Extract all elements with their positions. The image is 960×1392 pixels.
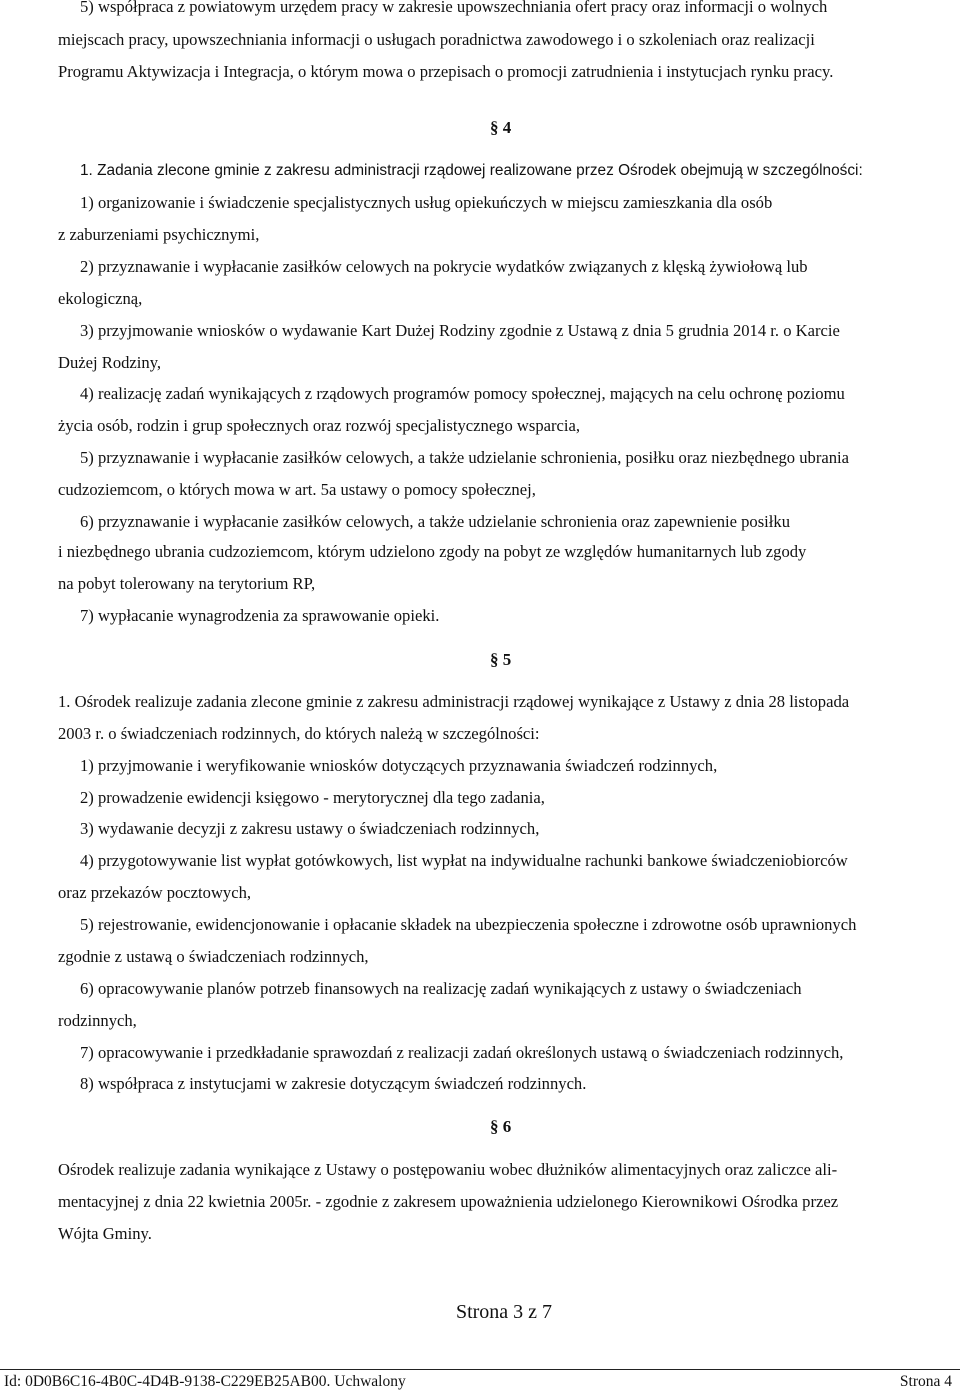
text-line: 5) współpraca z powiatowym urzędem pracy w zakresie upowszechniania ofert pracy oraz informacji o wolnych xyxy=(80,0,828,16)
list-item-continuation: zgodnie z ustawą o świadczeniach rodzinnych, xyxy=(58,947,369,966)
footer-document-id: Id: 0D0B6C16-4B0C-4D4B-9138-C229EB25AB00. Uchwalony xyxy=(4,1373,406,1390)
list-item: 8) współpraca z instytucjami w zakresie dotyczącym świadczeń rodzinnych. xyxy=(80,1074,587,1093)
list-item: 3) przyjmowanie wniosków o wydawanie Kart Dużej Rodziny zgodnie z Ustawą z dnia 5 grudnia 2014 r. o Karcie xyxy=(80,321,840,340)
list-item-continuation: i niezbędnego ubrania cudzoziemcom, którym udzielono zgody na pobyt ze względów humanitarnych lub zgody xyxy=(58,542,807,561)
list-item: 1) przyjmowanie i weryfikowanie wniosków dotyczących przyznawania świadczeń rodzinnych, xyxy=(80,756,718,775)
list-item-continuation: z zaburzeniami psychicznymi, xyxy=(58,225,260,244)
section-intro: 1. Zadania zlecone gminie z zakresu administracji rządowej realizowane przez Ośrodek obejmują w szczególności: xyxy=(80,162,863,179)
footer-page-label: Strona 4 xyxy=(899,1373,952,1390)
list-item-continuation: rodzinnych, xyxy=(58,1011,137,1030)
page-number: Strona 3 z 7 xyxy=(455,1301,553,1323)
text-line: Programu Aktywizacja i Integracja, o którym mowa o przepisach o promocji zatrudnienia i instytucjach rynku pracy. xyxy=(58,62,834,81)
section-heading: § 4 xyxy=(490,118,512,137)
list-item-continuation: cudzoziemcom, o których mowa w art. 5a ustawy o pomocy społecznej, xyxy=(58,480,536,499)
section-intro-continuation: 2003 r. o świadczeniach rodzinnych, do których należą w szczególności: xyxy=(58,724,540,743)
paragraph-line: Ośrodek realizuje zadania wynikające z Ustawy o postępowaniu wobec dłużników alimentacyjnych oraz zaliczce ali- xyxy=(58,1160,838,1179)
list-item-continuation: na pobyt tolerowany na terytorium RP, xyxy=(58,574,316,593)
list-item: 6) przyznawanie i wypłacanie zasiłków celowych, a także udzielanie schronienia oraz zapewnienie posiłku xyxy=(80,512,790,531)
section-intro: 1. Ośrodek realizuje zadania zlecone gminie z zakresu administracji rządowej wynikające z Ustawy z dnia 28 listopada xyxy=(58,692,850,711)
list-item-continuation: oraz przekazów pocztowych, xyxy=(58,883,252,902)
footer-divider xyxy=(0,1369,960,1370)
list-item: 2) przyznawanie i wypłacanie zasiłków celowych na pokrycie wydatków związanych z klęską żywiołową lub xyxy=(80,257,808,276)
paragraph-line: mentacyjnej z dnia 22 kwietnia 2005r. - zgodnie z zakresem upoważnienia udzielonego Kierownikowi Ośrodka przez xyxy=(58,1192,839,1211)
list-item-continuation: Dużej Rodziny, xyxy=(58,353,162,372)
list-item: 5) przyznawanie i wypłacanie zasiłków celowych, a także udzielanie schronienia, posiłku oraz niezbędnego ubrania xyxy=(80,448,849,467)
list-item: 7) wypłacanie wynagrodzenia za sprawowanie opieki. xyxy=(80,606,440,625)
list-item-continuation: ekologiczną, xyxy=(58,289,143,308)
list-item: 3) wydawanie decyzji z zakresu ustawy o świadczeniach rodzinnych, xyxy=(80,819,540,838)
list-item: 2) prowadzenie ewidencji księgowo - merytorycznej dla tego zadania, xyxy=(80,788,545,807)
list-item: 4) realizację zadań wynikających z rządowych programów pomocy społecznej, mających na celu ochronę poziomu xyxy=(80,384,845,403)
list-item: 5) rejestrowanie, ewidencjonowanie i opłacanie składek na ubezpieczenia społeczne i zdrowotne osób uprawnionych xyxy=(80,915,857,934)
list-item: 1) organizowanie i świadczenie specjalistycznych usług opiekuńczych w miejscu zamieszkania dla osób xyxy=(80,193,773,212)
list-item: 7) opracowywanie i przedkładanie sprawozdań z realizacji zadań określonych ustawą o świadczeniach rodzinnych, xyxy=(80,1043,844,1062)
text-line: miejscach pracy, upowszechniania informacji o usługach poradnictwa zawodowego i o szkoleniach oraz realizacji xyxy=(58,30,815,49)
list-item: 6) opracowywanie planów potrzeb finansowych na realizację zadań wynikających z ustawy o świadczeniach xyxy=(80,979,802,998)
list-item: 4) przygotowywanie list wypłat gotówkowych, list wypłat na indywidualne rachunki bankowe świadczeniobiorców xyxy=(80,851,848,870)
section-heading: § 6 xyxy=(490,1117,512,1136)
list-item-continuation: życia osób, rodzin i grup społecznych oraz rozwój specjalistycznego wsparcia, xyxy=(58,416,581,435)
section-heading: § 5 xyxy=(490,650,512,669)
paragraph-line: Wójta Gminy. xyxy=(58,1224,152,1243)
